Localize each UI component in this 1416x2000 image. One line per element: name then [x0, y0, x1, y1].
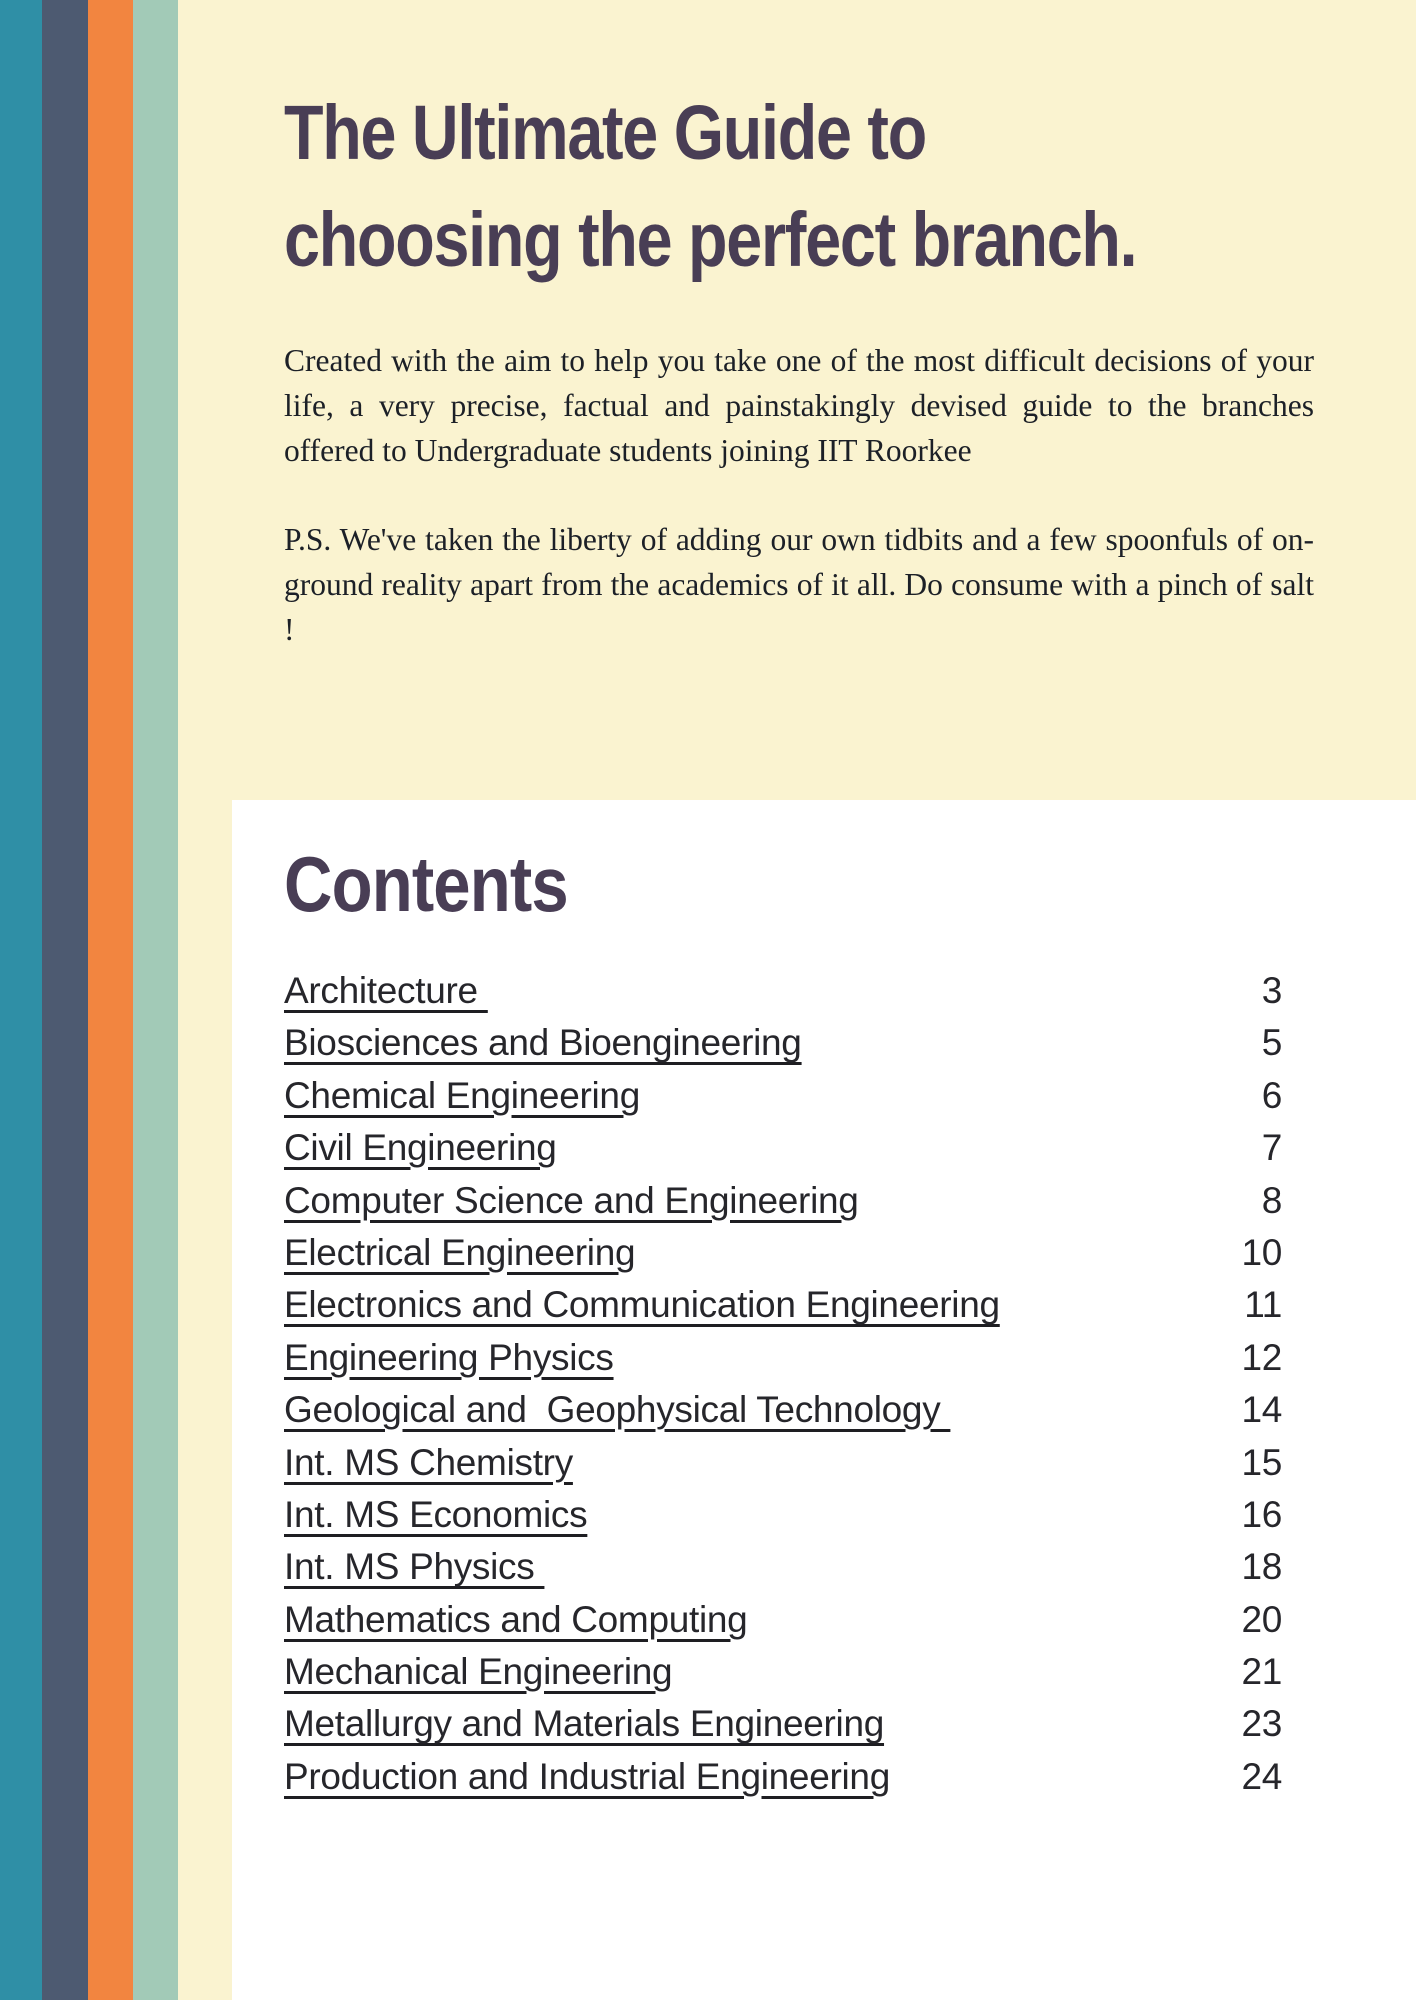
toc-entry	[284, 1075, 1282, 1127]
toc-entry	[284, 1337, 1282, 1389]
toc-entry-label[interactable]: Int. MS Economics	[284, 1493, 588, 1535]
toc-entry-label[interactable]: Int. MS Physics	[284, 1546, 545, 1588]
contents-heading-text: Contents	[284, 840, 568, 928]
toc-entry-label[interactable]: Civil Engineering	[284, 1127, 557, 1169]
toc-entry	[284, 1599, 1282, 1651]
toc-entry-label[interactable]: Engineering Physics	[284, 1336, 614, 1378]
intro-paragraph: Created with the aim to help you take one of the most difficult decisions of your life, a very precise, factual and painstakingly devised guide to the branches offered to Undergraduate students joining IIT Roorkee	[284, 343, 1314, 468]
toc-entry-label[interactable]: Metallurgy and Materials Engineering	[284, 1703, 885, 1745]
left-stripe-teal	[0, 0, 42, 2000]
toc-entry-label[interactable]: Geological and Geophysical Technology	[284, 1389, 951, 1431]
toc-entry-label[interactable]: Architecture	[284, 970, 488, 1011]
toc-entry-label[interactable]: Production and Industrial Engineering	[284, 1755, 890, 1797]
toc-entry	[284, 1442, 1282, 1494]
toc-entry-page: 6	[1261, 1074, 1282, 1116]
left-stripe-orange	[88, 0, 133, 2000]
toc-entry	[284, 1022, 1282, 1074]
toc-entry	[284, 1127, 1282, 1179]
toc-entry-label[interactable]: Mathematics and Computing	[284, 1598, 748, 1640]
toc-entry-page: 3	[1261, 970, 1282, 1011]
toc-entry-page: 12	[1241, 1336, 1282, 1378]
toc-entry	[284, 1494, 1282, 1546]
toc-entry-page: 14	[1241, 1389, 1282, 1431]
contents-heading	[284, 834, 1282, 934]
toc-entry-page: 15	[1241, 1441, 1282, 1483]
toc-entry	[284, 1651, 1282, 1703]
toc-entry-page: 8	[1261, 1179, 1282, 1221]
toc-entry-page: 16	[1241, 1493, 1282, 1535]
toc-entry	[284, 1232, 1282, 1284]
toc-entry	[284, 1180, 1282, 1232]
toc-entry-label[interactable]: Mechanical Engineering	[284, 1651, 673, 1693]
toc-entry	[284, 1546, 1282, 1598]
toc-entry	[284, 1284, 1282, 1336]
toc-entry	[284, 1756, 1282, 1808]
toc-entry-label[interactable]: Computer Science and Engineering	[284, 1179, 859, 1221]
table-of-contents	[284, 970, 1282, 1808]
left-stripe-sage	[133, 0, 178, 2000]
ps-paragraph: P.S. We've taken the liberty of adding our own tidbits and a few spoonfuls of on-ground reality apart from the academics of it all. Do consume with a pinch of salt !	[284, 522, 1314, 647]
toc-entry-page: 18	[1241, 1546, 1282, 1588]
toc-entry-page: 7	[1261, 1127, 1282, 1169]
left-stripe-slate	[42, 0, 88, 2000]
toc-entry	[284, 1389, 1282, 1441]
toc-entry-page: 24	[1241, 1755, 1282, 1797]
toc-entry-label[interactable]: Int. MS Chemistry	[284, 1441, 573, 1483]
toc-entry-page: 5	[1261, 1022, 1282, 1064]
toc-entry-page: 20	[1241, 1598, 1282, 1640]
toc-entry	[284, 1703, 1282, 1755]
document-title-line-2: choosing the perfect branch.	[284, 197, 1137, 283]
intro-section	[284, 338, 1314, 652]
toc-entry-label[interactable]: Electronics and Communication Engineering	[284, 1284, 1000, 1326]
document-title	[284, 80, 1299, 294]
contents-panel	[232, 800, 1416, 2000]
toc-entry-page: 10	[1241, 1231, 1282, 1273]
toc-entry-page: 23	[1241, 1703, 1282, 1745]
toc-entry-page: 21	[1241, 1651, 1282, 1693]
document-title-line-1: The Ultimate Guide to	[284, 90, 926, 176]
toc-entry	[284, 970, 1282, 1022]
toc-entry-label[interactable]: Biosciences and Bioengineering	[284, 1022, 802, 1064]
toc-entry-label[interactable]: Electrical Engineering	[284, 1231, 636, 1273]
toc-entry-page: 11	[1244, 1284, 1282, 1326]
toc-entry-label[interactable]: Chemical Engineering	[284, 1074, 640, 1116]
